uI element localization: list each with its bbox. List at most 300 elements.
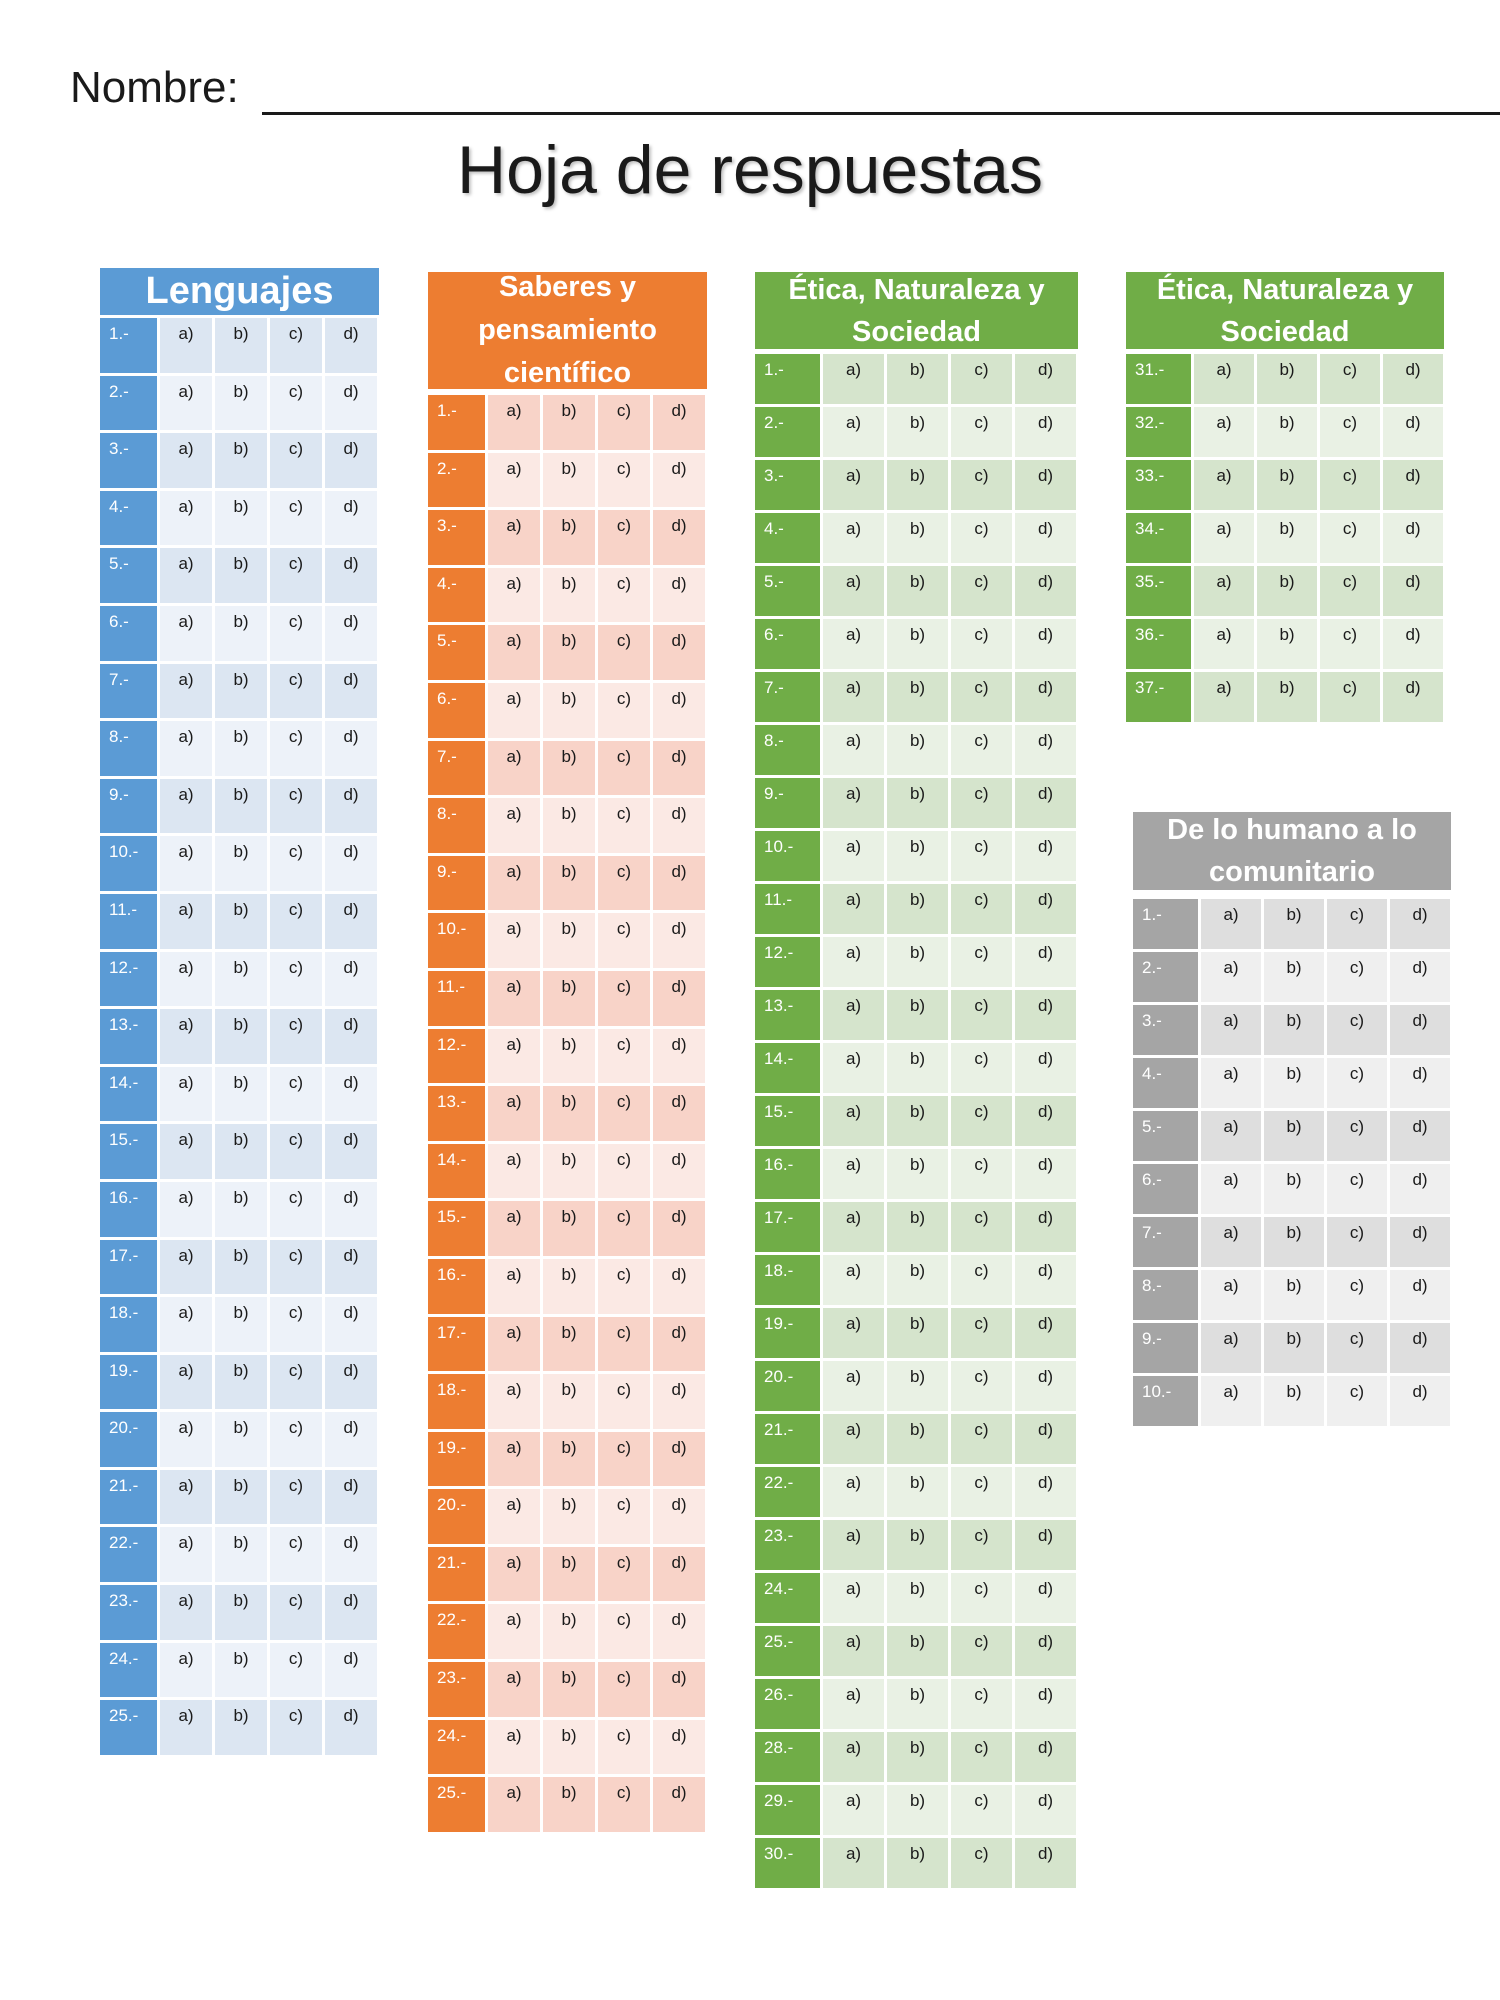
option-d-cell[interactable]: d): [653, 568, 705, 623]
option-d-cell[interactable]: d): [325, 318, 377, 373]
option-c-cell[interactable]: c): [1320, 407, 1380, 457]
option-b-cell[interactable]: b): [543, 1662, 595, 1717]
option-d-cell[interactable]: d): [1390, 1164, 1450, 1214]
option-b-cell[interactable]: b): [543, 913, 595, 968]
option-c-cell[interactable]: c): [1327, 1058, 1387, 1108]
option-d-cell[interactable]: d): [1390, 1005, 1450, 1055]
option-d-cell[interactable]: d): [1015, 1149, 1076, 1199]
option-a-cell[interactable]: a): [823, 1414, 884, 1464]
option-a-cell[interactable]: a): [1194, 513, 1254, 563]
option-b-cell[interactable]: b): [543, 453, 595, 508]
option-d-cell[interactable]: d): [325, 606, 377, 661]
option-d-cell[interactable]: d): [325, 836, 377, 891]
option-c-cell[interactable]: c): [1327, 1111, 1387, 1161]
option-c-cell[interactable]: c): [270, 318, 322, 373]
option-d-cell[interactable]: d): [653, 913, 705, 968]
option-b-cell[interactable]: b): [887, 1202, 948, 1252]
option-c-cell[interactable]: c): [1327, 1376, 1387, 1426]
option-d-cell[interactable]: d): [1015, 672, 1076, 722]
option-c-cell[interactable]: c): [951, 1149, 1012, 1199]
option-c-cell[interactable]: c): [598, 1086, 650, 1141]
option-c-cell[interactable]: c): [598, 1259, 650, 1314]
option-c-cell[interactable]: c): [270, 1240, 322, 1295]
option-a-cell[interactable]: a): [823, 831, 884, 881]
option-c-cell[interactable]: c): [270, 1355, 322, 1410]
option-a-cell[interactable]: a): [160, 1067, 212, 1122]
option-b-cell[interactable]: b): [887, 354, 948, 404]
option-d-cell[interactable]: d): [1015, 354, 1076, 404]
option-c-cell[interactable]: c): [951, 513, 1012, 563]
option-b-cell[interactable]: b): [543, 568, 595, 623]
option-a-cell[interactable]: a): [823, 566, 884, 616]
option-a-cell[interactable]: a): [823, 884, 884, 934]
option-d-cell[interactable]: d): [653, 683, 705, 738]
option-c-cell[interactable]: c): [951, 1573, 1012, 1623]
option-a-cell[interactable]: a): [488, 1201, 540, 1256]
option-b-cell[interactable]: b): [215, 1585, 267, 1640]
option-c-cell[interactable]: c): [951, 937, 1012, 987]
option-d-cell[interactable]: d): [1015, 566, 1076, 616]
option-b-cell[interactable]: b): [887, 990, 948, 1040]
option-b-cell[interactable]: b): [1264, 1217, 1324, 1267]
option-d-cell[interactable]: d): [325, 1700, 377, 1755]
option-c-cell[interactable]: c): [598, 1489, 650, 1544]
option-b-cell[interactable]: b): [887, 566, 948, 616]
option-b-cell[interactable]: b): [887, 513, 948, 563]
option-b-cell[interactable]: b): [543, 1777, 595, 1832]
option-b-cell[interactable]: b): [887, 672, 948, 722]
option-b-cell[interactable]: b): [215, 433, 267, 488]
option-b-cell[interactable]: b): [887, 1361, 948, 1411]
option-a-cell[interactable]: a): [823, 937, 884, 987]
option-a-cell[interactable]: a): [823, 619, 884, 669]
option-b-cell[interactable]: b): [215, 1643, 267, 1698]
option-a-cell[interactable]: a): [1201, 1111, 1261, 1161]
option-a-cell[interactable]: a): [1194, 407, 1254, 457]
option-a-cell[interactable]: a): [160, 1124, 212, 1179]
option-c-cell[interactable]: c): [951, 1520, 1012, 1570]
option-b-cell[interactable]: b): [215, 1240, 267, 1295]
option-c-cell[interactable]: c): [951, 1467, 1012, 1517]
option-c-cell[interactable]: c): [951, 460, 1012, 510]
option-d-cell[interactable]: d): [325, 433, 377, 488]
option-b-cell[interactable]: b): [887, 1414, 948, 1464]
option-a-cell[interactable]: a): [160, 894, 212, 949]
option-d-cell[interactable]: d): [325, 1355, 377, 1410]
option-c-cell[interactable]: c): [270, 1527, 322, 1582]
option-d-cell[interactable]: d): [1383, 513, 1443, 563]
option-d-cell[interactable]: d): [653, 856, 705, 911]
option-c-cell[interactable]: c): [1327, 952, 1387, 1002]
option-c-cell[interactable]: c): [598, 1029, 650, 1084]
option-b-cell[interactable]: b): [1257, 460, 1317, 510]
option-a-cell[interactable]: a): [488, 1662, 540, 1717]
option-d-cell[interactable]: d): [1015, 619, 1076, 669]
option-c-cell[interactable]: c): [951, 1096, 1012, 1146]
option-c-cell[interactable]: c): [270, 836, 322, 891]
option-c-cell[interactable]: c): [270, 779, 322, 834]
option-b-cell[interactable]: b): [543, 395, 595, 450]
option-d-cell[interactable]: d): [325, 548, 377, 603]
option-b-cell[interactable]: b): [543, 510, 595, 565]
option-c-cell[interactable]: c): [270, 548, 322, 603]
option-a-cell[interactable]: a): [1201, 1058, 1261, 1108]
option-a-cell[interactable]: a): [160, 952, 212, 1007]
option-a-cell[interactable]: a): [823, 460, 884, 510]
option-b-cell[interactable]: b): [1264, 1005, 1324, 1055]
option-d-cell[interactable]: d): [653, 1662, 705, 1717]
option-b-cell[interactable]: b): [1264, 1058, 1324, 1108]
option-a-cell[interactable]: a): [823, 1838, 884, 1888]
option-c-cell[interactable]: c): [598, 1777, 650, 1832]
option-d-cell[interactable]: d): [1390, 1217, 1450, 1267]
option-d-cell[interactable]: d): [325, 1643, 377, 1698]
option-c-cell[interactable]: c): [598, 971, 650, 1026]
option-b-cell[interactable]: b): [1257, 619, 1317, 669]
option-c-cell[interactable]: c): [270, 1009, 322, 1064]
option-a-cell[interactable]: a): [823, 1732, 884, 1782]
option-d-cell[interactable]: d): [1383, 619, 1443, 669]
option-d-cell[interactable]: d): [653, 1489, 705, 1544]
option-b-cell[interactable]: b): [215, 1527, 267, 1582]
option-d-cell[interactable]: d): [1015, 460, 1076, 510]
option-d-cell[interactable]: d): [653, 1201, 705, 1256]
option-d-cell[interactable]: d): [1015, 884, 1076, 934]
option-a-cell[interactable]: a): [1201, 1323, 1261, 1373]
option-a-cell[interactable]: a): [160, 1009, 212, 1064]
option-d-cell[interactable]: d): [1015, 1785, 1076, 1835]
option-c-cell[interactable]: c): [1327, 1164, 1387, 1214]
option-b-cell[interactable]: b): [887, 725, 948, 775]
option-a-cell[interactable]: a): [1201, 1217, 1261, 1267]
option-a-cell[interactable]: a): [160, 376, 212, 431]
option-c-cell[interactable]: c): [598, 1547, 650, 1602]
option-b-cell[interactable]: b): [543, 798, 595, 853]
option-a-cell[interactable]: a): [1201, 1164, 1261, 1214]
option-c-cell[interactable]: c): [951, 407, 1012, 457]
option-d-cell[interactable]: d): [1015, 1308, 1076, 1358]
option-b-cell[interactable]: b): [215, 1470, 267, 1525]
option-a-cell[interactable]: a): [488, 568, 540, 623]
option-b-cell[interactable]: b): [887, 1732, 948, 1782]
option-a-cell[interactable]: a): [1201, 899, 1261, 949]
option-b-cell[interactable]: b): [215, 1700, 267, 1755]
option-c-cell[interactable]: c): [598, 798, 650, 853]
option-d-cell[interactable]: d): [1015, 1096, 1076, 1146]
option-b-cell[interactable]: b): [887, 831, 948, 881]
option-d-cell[interactable]: d): [653, 1777, 705, 1832]
option-d-cell[interactable]: d): [1390, 1323, 1450, 1373]
option-d-cell[interactable]: d): [325, 1297, 377, 1352]
option-c-cell[interactable]: c): [951, 1626, 1012, 1676]
option-a-cell[interactable]: a): [160, 318, 212, 373]
option-b-cell[interactable]: b): [215, 721, 267, 776]
option-b-cell[interactable]: b): [215, 1355, 267, 1410]
option-a-cell[interactable]: a): [1194, 354, 1254, 404]
option-b-cell[interactable]: b): [887, 1096, 948, 1146]
option-b-cell[interactable]: b): [543, 741, 595, 796]
option-b-cell[interactable]: b): [543, 856, 595, 911]
option-b-cell[interactable]: b): [215, 1182, 267, 1237]
option-d-cell[interactable]: d): [325, 721, 377, 776]
option-a-cell[interactable]: a): [488, 625, 540, 680]
option-c-cell[interactable]: c): [598, 1374, 650, 1429]
option-a-cell[interactable]: a): [488, 1547, 540, 1602]
option-a-cell[interactable]: a): [488, 510, 540, 565]
option-a-cell[interactable]: a): [823, 1096, 884, 1146]
option-a-cell[interactable]: a): [823, 1043, 884, 1093]
option-d-cell[interactable]: d): [653, 798, 705, 853]
option-b-cell[interactable]: b): [215, 1412, 267, 1467]
option-c-cell[interactable]: c): [1327, 1005, 1387, 1055]
option-a-cell[interactable]: a): [160, 1700, 212, 1755]
option-b-cell[interactable]: b): [215, 779, 267, 834]
option-d-cell[interactable]: d): [1015, 990, 1076, 1040]
option-a-cell[interactable]: a): [488, 913, 540, 968]
option-a-cell[interactable]: a): [160, 491, 212, 546]
option-c-cell[interactable]: c): [598, 568, 650, 623]
option-b-cell[interactable]: b): [543, 1432, 595, 1487]
option-c-cell[interactable]: c): [270, 376, 322, 431]
option-a-cell[interactable]: a): [160, 1585, 212, 1640]
option-c-cell[interactable]: c): [598, 395, 650, 450]
option-d-cell[interactable]: d): [653, 741, 705, 796]
option-b-cell[interactable]: b): [215, 548, 267, 603]
option-b-cell[interactable]: b): [887, 937, 948, 987]
option-c-cell[interactable]: c): [951, 1308, 1012, 1358]
option-b-cell[interactable]: b): [1264, 1164, 1324, 1214]
option-b-cell[interactable]: b): [887, 1520, 948, 1570]
option-b-cell[interactable]: b): [887, 1573, 948, 1623]
option-d-cell[interactable]: d): [325, 1009, 377, 1064]
option-d-cell[interactable]: d): [325, 1182, 377, 1237]
option-c-cell[interactable]: c): [951, 672, 1012, 722]
option-c-cell[interactable]: c): [1327, 1217, 1387, 1267]
option-c-cell[interactable]: c): [270, 491, 322, 546]
option-a-cell[interactable]: a): [160, 836, 212, 891]
option-d-cell[interactable]: d): [325, 1067, 377, 1122]
option-b-cell[interactable]: b): [215, 836, 267, 891]
option-c-cell[interactable]: c): [270, 1297, 322, 1352]
option-a-cell[interactable]: a): [160, 1182, 212, 1237]
option-c-cell[interactable]: c): [598, 625, 650, 680]
option-d-cell[interactable]: d): [653, 625, 705, 680]
option-c-cell[interactable]: c): [1320, 513, 1380, 563]
option-a-cell[interactable]: a): [160, 1643, 212, 1698]
option-d-cell[interactable]: d): [325, 894, 377, 949]
option-c-cell[interactable]: c): [598, 856, 650, 911]
option-d-cell[interactable]: d): [325, 1240, 377, 1295]
option-d-cell[interactable]: d): [325, 1585, 377, 1640]
option-b-cell[interactable]: b): [215, 376, 267, 431]
option-a-cell[interactable]: a): [488, 683, 540, 738]
option-a-cell[interactable]: a): [1201, 1270, 1261, 1320]
option-d-cell[interactable]: d): [1390, 1111, 1450, 1161]
option-d-cell[interactable]: d): [325, 664, 377, 719]
option-b-cell[interactable]: b): [1257, 672, 1317, 722]
option-d-cell[interactable]: d): [1015, 1043, 1076, 1093]
option-c-cell[interactable]: c): [598, 741, 650, 796]
option-c-cell[interactable]: c): [951, 884, 1012, 934]
option-b-cell[interactable]: b): [543, 1489, 595, 1544]
option-d-cell[interactable]: d): [653, 1029, 705, 1084]
option-d-cell[interactable]: d): [653, 510, 705, 565]
option-d-cell[interactable]: d): [1015, 1679, 1076, 1729]
option-a-cell[interactable]: a): [488, 798, 540, 853]
option-b-cell[interactable]: b): [543, 1029, 595, 1084]
option-a-cell[interactable]: a): [488, 1086, 540, 1141]
option-b-cell[interactable]: b): [887, 1838, 948, 1888]
option-b-cell[interactable]: b): [1264, 1323, 1324, 1373]
option-a-cell[interactable]: a): [488, 1489, 540, 1544]
option-c-cell[interactable]: c): [1320, 672, 1380, 722]
option-b-cell[interactable]: b): [543, 1201, 595, 1256]
option-c-cell[interactable]: c): [270, 894, 322, 949]
option-b-cell[interactable]: b): [543, 1604, 595, 1659]
option-a-cell[interactable]: a): [488, 1777, 540, 1832]
option-c-cell[interactable]: c): [951, 725, 1012, 775]
option-c-cell[interactable]: c): [270, 606, 322, 661]
option-b-cell[interactable]: b): [1264, 1270, 1324, 1320]
option-a-cell[interactable]: a): [823, 354, 884, 404]
option-b-cell[interactable]: b): [215, 606, 267, 661]
option-d-cell[interactable]: d): [1015, 513, 1076, 563]
option-c-cell[interactable]: c): [598, 510, 650, 565]
option-b-cell[interactable]: b): [215, 318, 267, 373]
option-d-cell[interactable]: d): [1015, 725, 1076, 775]
option-c-cell[interactable]: c): [951, 1043, 1012, 1093]
option-a-cell[interactable]: a): [160, 1470, 212, 1525]
option-b-cell[interactable]: b): [543, 1086, 595, 1141]
option-d-cell[interactable]: d): [653, 1259, 705, 1314]
option-b-cell[interactable]: b): [1257, 513, 1317, 563]
option-b-cell[interactable]: b): [215, 491, 267, 546]
option-a-cell[interactable]: a): [823, 1202, 884, 1252]
option-d-cell[interactable]: d): [1015, 1573, 1076, 1623]
option-d-cell[interactable]: d): [1390, 1058, 1450, 1108]
option-c-cell[interactable]: c): [951, 990, 1012, 1040]
option-a-cell[interactable]: a): [488, 741, 540, 796]
option-c-cell[interactable]: c): [598, 1144, 650, 1199]
option-b-cell[interactable]: b): [1257, 407, 1317, 457]
option-b-cell[interactable]: b): [215, 894, 267, 949]
option-c-cell[interactable]: c): [1327, 899, 1387, 949]
option-d-cell[interactable]: d): [325, 376, 377, 431]
option-a-cell[interactable]: a): [160, 1297, 212, 1352]
option-d-cell[interactable]: d): [653, 971, 705, 1026]
option-c-cell[interactable]: c): [270, 1124, 322, 1179]
option-d-cell[interactable]: d): [1015, 831, 1076, 881]
option-a-cell[interactable]: a): [823, 513, 884, 563]
option-a-cell[interactable]: a): [823, 407, 884, 457]
option-d-cell[interactable]: d): [1015, 1467, 1076, 1517]
option-a-cell[interactable]: a): [488, 1720, 540, 1775]
option-b-cell[interactable]: b): [215, 1124, 267, 1179]
option-c-cell[interactable]: c): [270, 952, 322, 1007]
option-b-cell[interactable]: b): [887, 1308, 948, 1358]
option-a-cell[interactable]: a): [1194, 672, 1254, 722]
option-d-cell[interactable]: d): [1383, 460, 1443, 510]
option-a-cell[interactable]: a): [823, 990, 884, 1040]
option-b-cell[interactable]: b): [543, 625, 595, 680]
option-d-cell[interactable]: d): [1015, 1255, 1076, 1305]
option-c-cell[interactable]: c): [598, 1720, 650, 1775]
option-d-cell[interactable]: d): [1015, 1520, 1076, 1570]
option-a-cell[interactable]: a): [1201, 1005, 1261, 1055]
option-a-cell[interactable]: a): [823, 1361, 884, 1411]
option-d-cell[interactable]: d): [1015, 1361, 1076, 1411]
option-b-cell[interactable]: b): [215, 1009, 267, 1064]
option-b-cell[interactable]: b): [543, 971, 595, 1026]
option-c-cell[interactable]: c): [270, 1643, 322, 1698]
option-a-cell[interactable]: a): [160, 664, 212, 719]
option-c-cell[interactable]: c): [951, 1785, 1012, 1835]
option-c-cell[interactable]: c): [270, 1700, 322, 1755]
option-c-cell[interactable]: c): [951, 831, 1012, 881]
option-c-cell[interactable]: c): [598, 1662, 650, 1717]
option-c-cell[interactable]: c): [951, 566, 1012, 616]
option-c-cell[interactable]: c): [598, 683, 650, 738]
option-d-cell[interactable]: d): [325, 779, 377, 834]
option-c-cell[interactable]: c): [270, 721, 322, 776]
option-c-cell[interactable]: c): [951, 619, 1012, 669]
option-b-cell[interactable]: b): [887, 1785, 948, 1835]
option-a-cell[interactable]: a): [823, 1626, 884, 1676]
option-a-cell[interactable]: a): [488, 1144, 540, 1199]
option-a-cell[interactable]: a): [823, 1573, 884, 1623]
option-d-cell[interactable]: d): [325, 1412, 377, 1467]
option-b-cell[interactable]: b): [1264, 1111, 1324, 1161]
option-c-cell[interactable]: c): [598, 1201, 650, 1256]
option-d-cell[interactable]: d): [1390, 952, 1450, 1002]
nombre-input-line[interactable]: [262, 112, 1500, 115]
option-c-cell[interactable]: c): [951, 1679, 1012, 1729]
option-a-cell[interactable]: a): [160, 721, 212, 776]
option-d-cell[interactable]: d): [1390, 1376, 1450, 1426]
option-d-cell[interactable]: d): [325, 952, 377, 1007]
option-b-cell[interactable]: b): [215, 1067, 267, 1122]
option-a-cell[interactable]: a): [823, 1679, 884, 1729]
option-d-cell[interactable]: d): [325, 1124, 377, 1179]
option-b-cell[interactable]: b): [887, 778, 948, 828]
option-b-cell[interactable]: b): [887, 1255, 948, 1305]
option-d-cell[interactable]: d): [1015, 778, 1076, 828]
option-b-cell[interactable]: b): [887, 884, 948, 934]
option-c-cell[interactable]: c): [270, 1182, 322, 1237]
option-a-cell[interactable]: a): [488, 1374, 540, 1429]
option-c-cell[interactable]: c): [951, 1202, 1012, 1252]
option-d-cell[interactable]: d): [653, 1374, 705, 1429]
option-c-cell[interactable]: c): [951, 1255, 1012, 1305]
option-c-cell[interactable]: c): [951, 1732, 1012, 1782]
option-b-cell[interactable]: b): [887, 1467, 948, 1517]
option-a-cell[interactable]: a): [488, 395, 540, 450]
option-a-cell[interactable]: a): [160, 1527, 212, 1582]
option-a-cell[interactable]: a): [160, 1355, 212, 1410]
option-a-cell[interactable]: a): [488, 1259, 540, 1314]
option-a-cell[interactable]: a): [160, 606, 212, 661]
option-b-cell[interactable]: b): [543, 1547, 595, 1602]
option-b-cell[interactable]: b): [887, 619, 948, 669]
option-c-cell[interactable]: c): [951, 778, 1012, 828]
option-b-cell[interactable]: b): [1264, 899, 1324, 949]
option-a-cell[interactable]: a): [488, 1432, 540, 1487]
option-c-cell[interactable]: c): [951, 1414, 1012, 1464]
option-a-cell[interactable]: a): [488, 453, 540, 508]
option-d-cell[interactable]: d): [1383, 354, 1443, 404]
option-a-cell[interactable]: a): [160, 779, 212, 834]
option-d-cell[interactable]: d): [1383, 672, 1443, 722]
